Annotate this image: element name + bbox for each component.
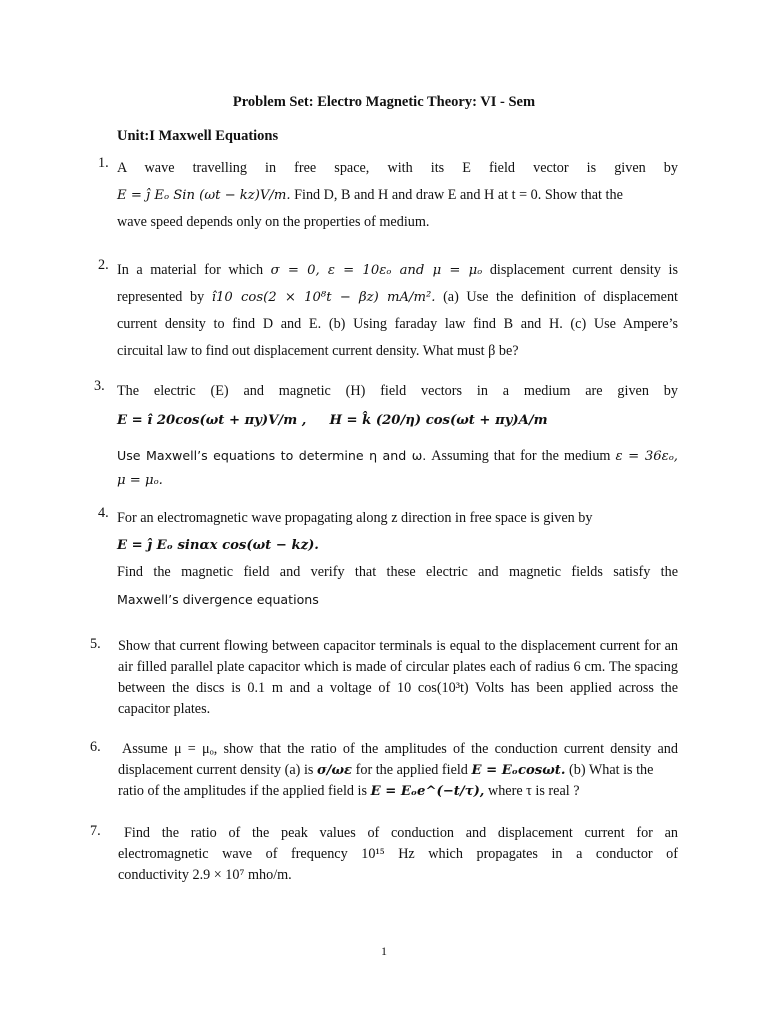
problem-3	[94, 378, 678, 497]
equation: μ = μₒ.	[117, 473, 163, 488]
problem-text: Hz which propagates in a conductor of	[398, 846, 679, 862]
problem-number: 5.	[90, 636, 101, 652]
problem-number: 4.	[98, 505, 109, 521]
frequency-value: 10¹⁵	[361, 846, 385, 862]
problem-text: For an electromagnetic wave propagating along z direction in free space is given by	[117, 510, 593, 526]
equation: E = ĵ Eₒ Sin (ωt − kz)V/m.	[117, 188, 291, 203]
page-number: 1	[381, 944, 387, 958]
problem-number: 3.	[94, 378, 105, 394]
problem-text: displacement current density is	[489, 262, 678, 278]
problem-text: Show that current flowing between capacitor terminals is equal to the displacement current for an air filled parallel plate capacitor which is made of circular plates each of radius 6 cm. The spacing between the discs is 0.1 m and a voltage of 10 cos(10³t) Volts has been applied across the capacitor plates.	[118, 638, 678, 717]
equation: E = Eₒcosωt.	[471, 763, 566, 778]
problem-text: Use Maxwell’s equations to determine η and ω.	[117, 448, 427, 463]
equation: σ = 0, ε = 10εₒ and μ = μₒ	[270, 263, 483, 278]
problem-text: Find the magnetic field and verify that these electric and magnetic fields satisfy the	[117, 564, 678, 580]
problem-text: where τ is real ?	[487, 783, 580, 799]
problem-text: current density to find D and E. (b) Using faraday law find B and H. (c) Use Ampere’s	[117, 316, 678, 332]
problem-text: Assume μ = μₒ, show that the ratio of the amplitudes of the conduction current density and	[122, 741, 678, 757]
unit-heading: Unit:I Maxwell Equations	[117, 128, 279, 144]
problem-text: (b) What is the	[569, 762, 654, 778]
problem-6	[90, 739, 678, 802]
problem-text: Find the ratio of the peak values of conduction and displacement current for an	[124, 825, 678, 841]
problem-text: conductivity 2.9 × 10⁷ mho/m.	[118, 867, 292, 883]
problem-text: ratio of the amplitudes if the applied field is	[118, 783, 368, 799]
equation: E = ĵ Eₒ sinαx cos(ωt − kz).	[117, 538, 319, 553]
equation: î10 cos(2 × 10⁸t − βz) mA/m².	[211, 290, 436, 305]
equation: E = î 20cos(ωt + πy)V/m ,	[117, 413, 307, 428]
problem-text: A wave travelling in free space, with its E field vector is given by	[117, 160, 678, 176]
problem-text: electromagnetic wave of frequency	[118, 846, 348, 862]
equation: E = Eₒe^(−t/τ),	[370, 784, 485, 799]
problem-number: 2.	[98, 257, 109, 273]
problem-text: displacement current density (a) is	[118, 762, 314, 778]
problem-5	[90, 636, 678, 720]
problem-1	[94, 155, 678, 236]
problem-text: for the applied field	[355, 762, 468, 778]
page-title: Problem Set: Electro Magnetic Theory: VI - Sem	[232, 94, 536, 110]
problem-text: Find D, B and H and draw E and H at t = 0. Show that the	[294, 187, 623, 203]
equation: σ/ωε	[316, 763, 353, 778]
problem-number: 6.	[90, 739, 101, 755]
problem-text: circuital law to find out displacement current density. What must β be?	[117, 343, 519, 359]
problem-4	[94, 505, 678, 613]
problem-text: represented by	[117, 289, 205, 305]
problem-number: 1.	[98, 155, 109, 171]
problem-text: Maxwell’s divergence equations	[117, 592, 319, 607]
problem-number: 7.	[90, 823, 101, 839]
problem-2	[94, 257, 678, 365]
equation: ε = 36εₒ,	[615, 449, 678, 464]
problem-text: In a material for which	[117, 262, 264, 278]
problem-text: wave speed depends only on the properties of medium.	[117, 214, 430, 230]
problem-text: Assuming that for the medium	[431, 448, 611, 464]
problem-7	[90, 823, 678, 886]
equation: H = k̂ (20/η) cos(ωt + πy)A/m	[329, 413, 548, 428]
problem-text: The electric (E) and magnetic (H) field vectors in a medium are given by	[117, 383, 678, 399]
problem-text: (a) Use the definition of displacement	[443, 289, 679, 305]
